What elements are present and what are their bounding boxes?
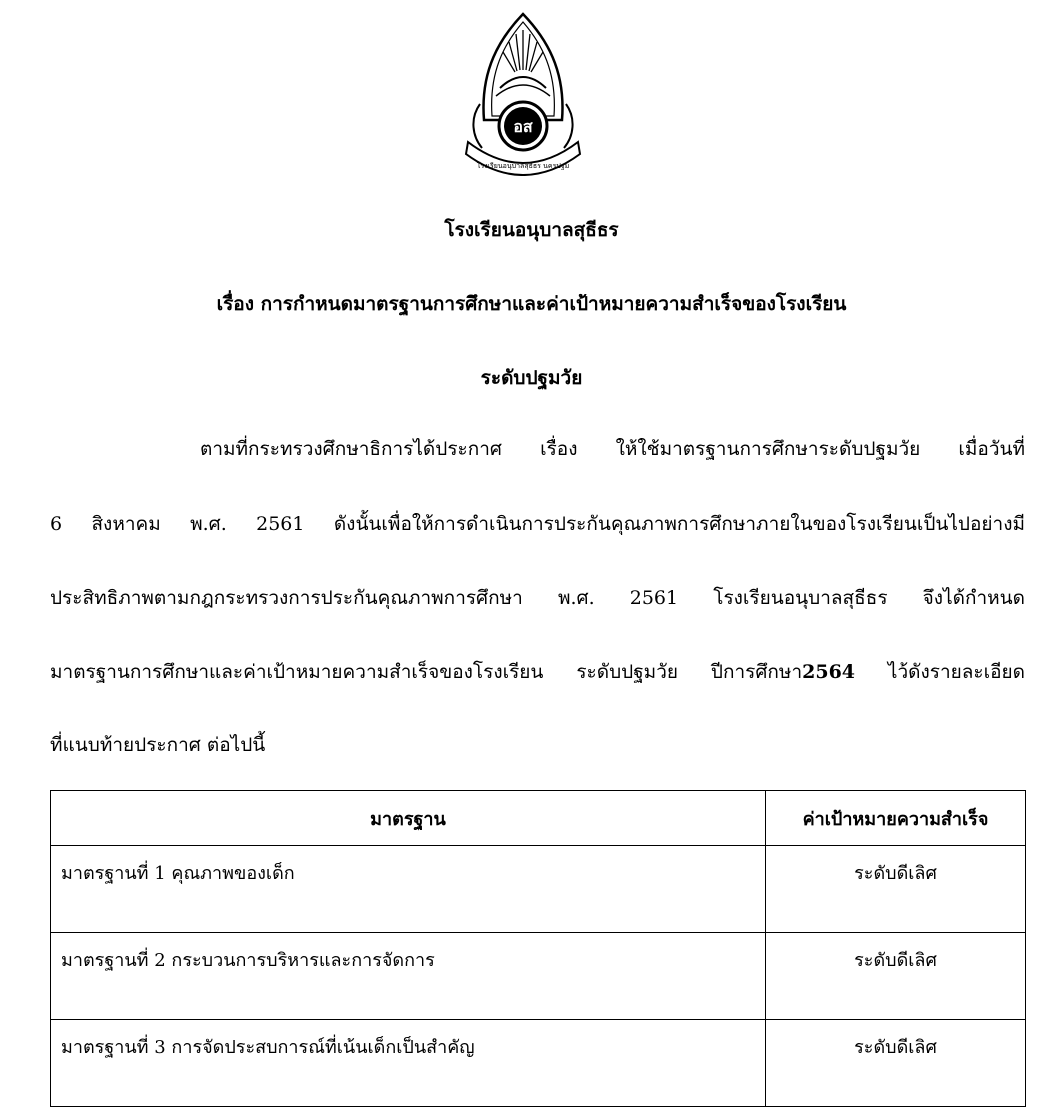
standard-name: มาตรฐานที่ 3 การจัดประสบการณ์ที่เน้นเด็กเป็นสำคัญ — [51, 1020, 766, 1107]
standard-name: มาตรฐานที่ 2 กระบวนการบริหารและการจัดการ — [51, 933, 766, 1020]
paragraph-line-4 — [50, 660, 1025, 684]
standard-target: ระดับดีเลิศ — [766, 933, 1026, 1020]
line4-part1: มาตรฐานการศึกษาและค่าเป้าหมายความสำเร็จของโรงเรียน ระดับปฐมวัย ปีการศึกษา — [50, 661, 803, 683]
school-name: โรงเรียนอนุบาลสุธีธร — [444, 219, 619, 241]
table-row — [51, 933, 1026, 1020]
line4-part2: ไว้ดังรายละเอียด — [855, 661, 1025, 683]
academic-year: 2564 — [802, 661, 856, 683]
paragraph-line-5: ที่แนบท้ายประกาศ ต่อไปนี้ — [50, 734, 266, 756]
school-emblem-icon — [458, 8, 588, 176]
paragraph-line-2: 6 สิงหาคม พ.ศ. 2561 ดังนั้นเพื่อให้การดำเนินการประกันคุณภาพการศึกษาภายในของโรงเรียนเป็นไปอย่างมี — [50, 513, 1025, 535]
education-level: ระดับปฐมวัย — [480, 367, 583, 389]
header-standard: มาตรฐาน — [51, 791, 766, 846]
standard-target: ระดับดีเลิศ — [766, 1020, 1026, 1107]
emblem-ring-text: โรงเรียนอนุบาลสุธีธร นครปฐม — [476, 162, 570, 170]
table-row — [51, 1020, 1026, 1107]
table-row — [51, 846, 1026, 933]
emblem-center-text: อส — [513, 117, 533, 136]
standard-name: มาตรฐานที่ 1 คุณภาพของเด็ก — [51, 846, 766, 933]
standard-target: ระดับดีเลิศ — [766, 846, 1026, 933]
paragraph-line-3: ประสิทธิภาพตามกฎกระทรวงการประกันคุณภาพการศึกษา พ.ศ. 2561 โรงเรียนอนุบาลสุธีธร จึงได้กำหนด — [50, 587, 1025, 609]
header-target: ค่าเป้าหมายความสำเร็จ — [766, 791, 1026, 846]
document-subject: เรื่อง การกำหนดมาตรฐานการศึกษาและค่าเป้าหมายความสำเร็จของโรงเรียน — [216, 293, 847, 315]
paragraph-line-1: ตามที่กระทรวงศึกษาธิการได้ประกาศ เรื่อง ให้ใช้มาตรฐานการศึกษาระดับปฐมวัย เมื่อวันที่ — [200, 438, 1025, 460]
standards-table — [50, 790, 1026, 1107]
table-header-row — [51, 791, 1026, 846]
